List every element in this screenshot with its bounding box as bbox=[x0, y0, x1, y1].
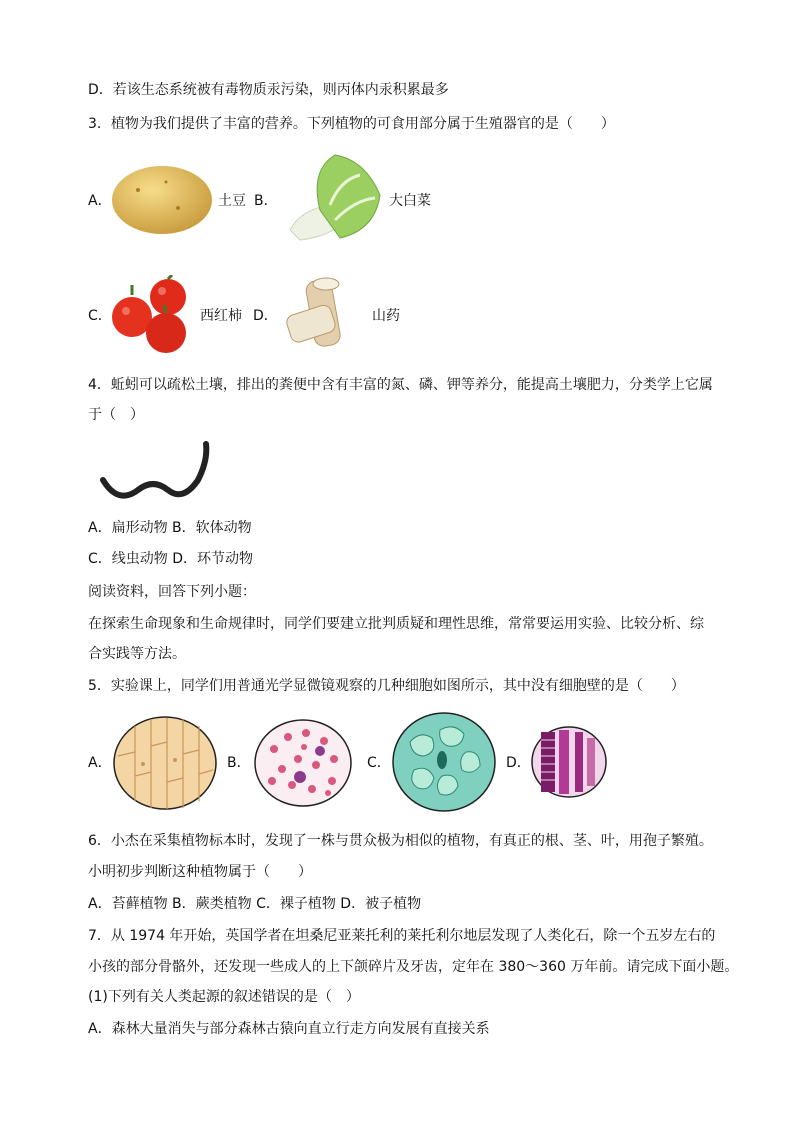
chinese-cabbage-image bbox=[280, 150, 388, 245]
q3-option-b-letter: B． bbox=[254, 193, 278, 209]
q2-option-d: D．若该生态系统被有毒物质汞污染，则丙体内汞积累最多 bbox=[88, 82, 449, 98]
q4-stem-cont: 于（ ） bbox=[88, 407, 144, 423]
q6-stem-cont: 小明初步判断这种植物属于（ ） bbox=[88, 864, 312, 880]
q7-stem: 7．从 1974 年开始，英国学者在坦桑尼亚莱托利的莱托利尔地层发现了人类化石，除一个五岁左右的 bbox=[88, 928, 716, 944]
earthworm-image bbox=[98, 440, 218, 508]
q3-option-a-name: 土豆 bbox=[218, 193, 246, 209]
tomato-image bbox=[108, 275, 196, 357]
q6-stem: 6．小杰在采集植物标本时，发现了一株与贯众极为相似的植物，有真正的根、茎、叶，用孢子繁殖。 bbox=[88, 833, 713, 849]
q3-option-d-name: 山药 bbox=[372, 308, 400, 324]
q5-option-b-letter: B． bbox=[227, 755, 251, 771]
q7-sub1-stem: (1)下列有关人类起源的叙述错误的是（ ） bbox=[88, 989, 360, 1005]
q4-options-row1: A．扁形动物 B．软体动物 bbox=[88, 520, 252, 536]
blood-cells-image bbox=[254, 719, 352, 807]
plant-tissue-cells-image bbox=[531, 726, 607, 798]
q3-option-a-letter: A． bbox=[88, 193, 112, 209]
q7-sub1-option-a: A．森林大量消失与部分森林古猿向直立行走方向发展有直接关系 bbox=[88, 1021, 490, 1037]
q7-stem-cont: 小孩的部分骨骼外，还发现一些成人的上下颌碎片及牙齿，定年在 380～360 万年前。请完成下面小题。 bbox=[88, 959, 739, 975]
yam-image bbox=[280, 272, 370, 350]
reading-material: 在探索生命现象和生命规律时，同学们要建立批判质疑和理性思维，常常要运用实验、比较分析、综 bbox=[88, 616, 704, 632]
q5-option-a-letter: A． bbox=[88, 755, 112, 771]
q6-options: A．苔藓植物 B．蕨类植物 C．裸子植物 D．被子植物 bbox=[88, 896, 422, 912]
potato-image bbox=[108, 160, 216, 240]
q3-option-c-letter: C． bbox=[88, 308, 112, 324]
q5-option-c-letter: C． bbox=[367, 755, 391, 771]
q3-option-c-name: 西红柿 bbox=[200, 308, 242, 324]
reading-instruction: 阅读资料，回答下列小题： bbox=[88, 584, 256, 600]
onion-epidermis-cells-image bbox=[113, 716, 217, 810]
q4-options-row2: C．线虫动物 D．环节动物 bbox=[88, 551, 254, 567]
q5-option-d-letter: D． bbox=[506, 755, 531, 771]
q4-stem: 4．蚯蚓可以疏松土壤，排出的粪便中含有丰富的氮、磷、钾等养分，能提高土壤肥力，分类学上它属 bbox=[88, 377, 713, 393]
reading-material-cont: 合实践等方法。 bbox=[88, 646, 186, 662]
q3-stem: 3．植物为我们提供了丰富的营养。下列植物的可食用部分属于生殖器官的是（ ） bbox=[88, 116, 615, 132]
q3-option-b-name: 大白菜 bbox=[389, 193, 431, 209]
q3-option-d-letter: D． bbox=[253, 308, 278, 324]
q5-stem: 5．实验课上，同学们用普通光学显微镜观察的几种细胞如图所示，其中没有细胞壁的是（ ） bbox=[88, 678, 685, 694]
leaf-epidermis-cells-image bbox=[392, 712, 496, 812]
